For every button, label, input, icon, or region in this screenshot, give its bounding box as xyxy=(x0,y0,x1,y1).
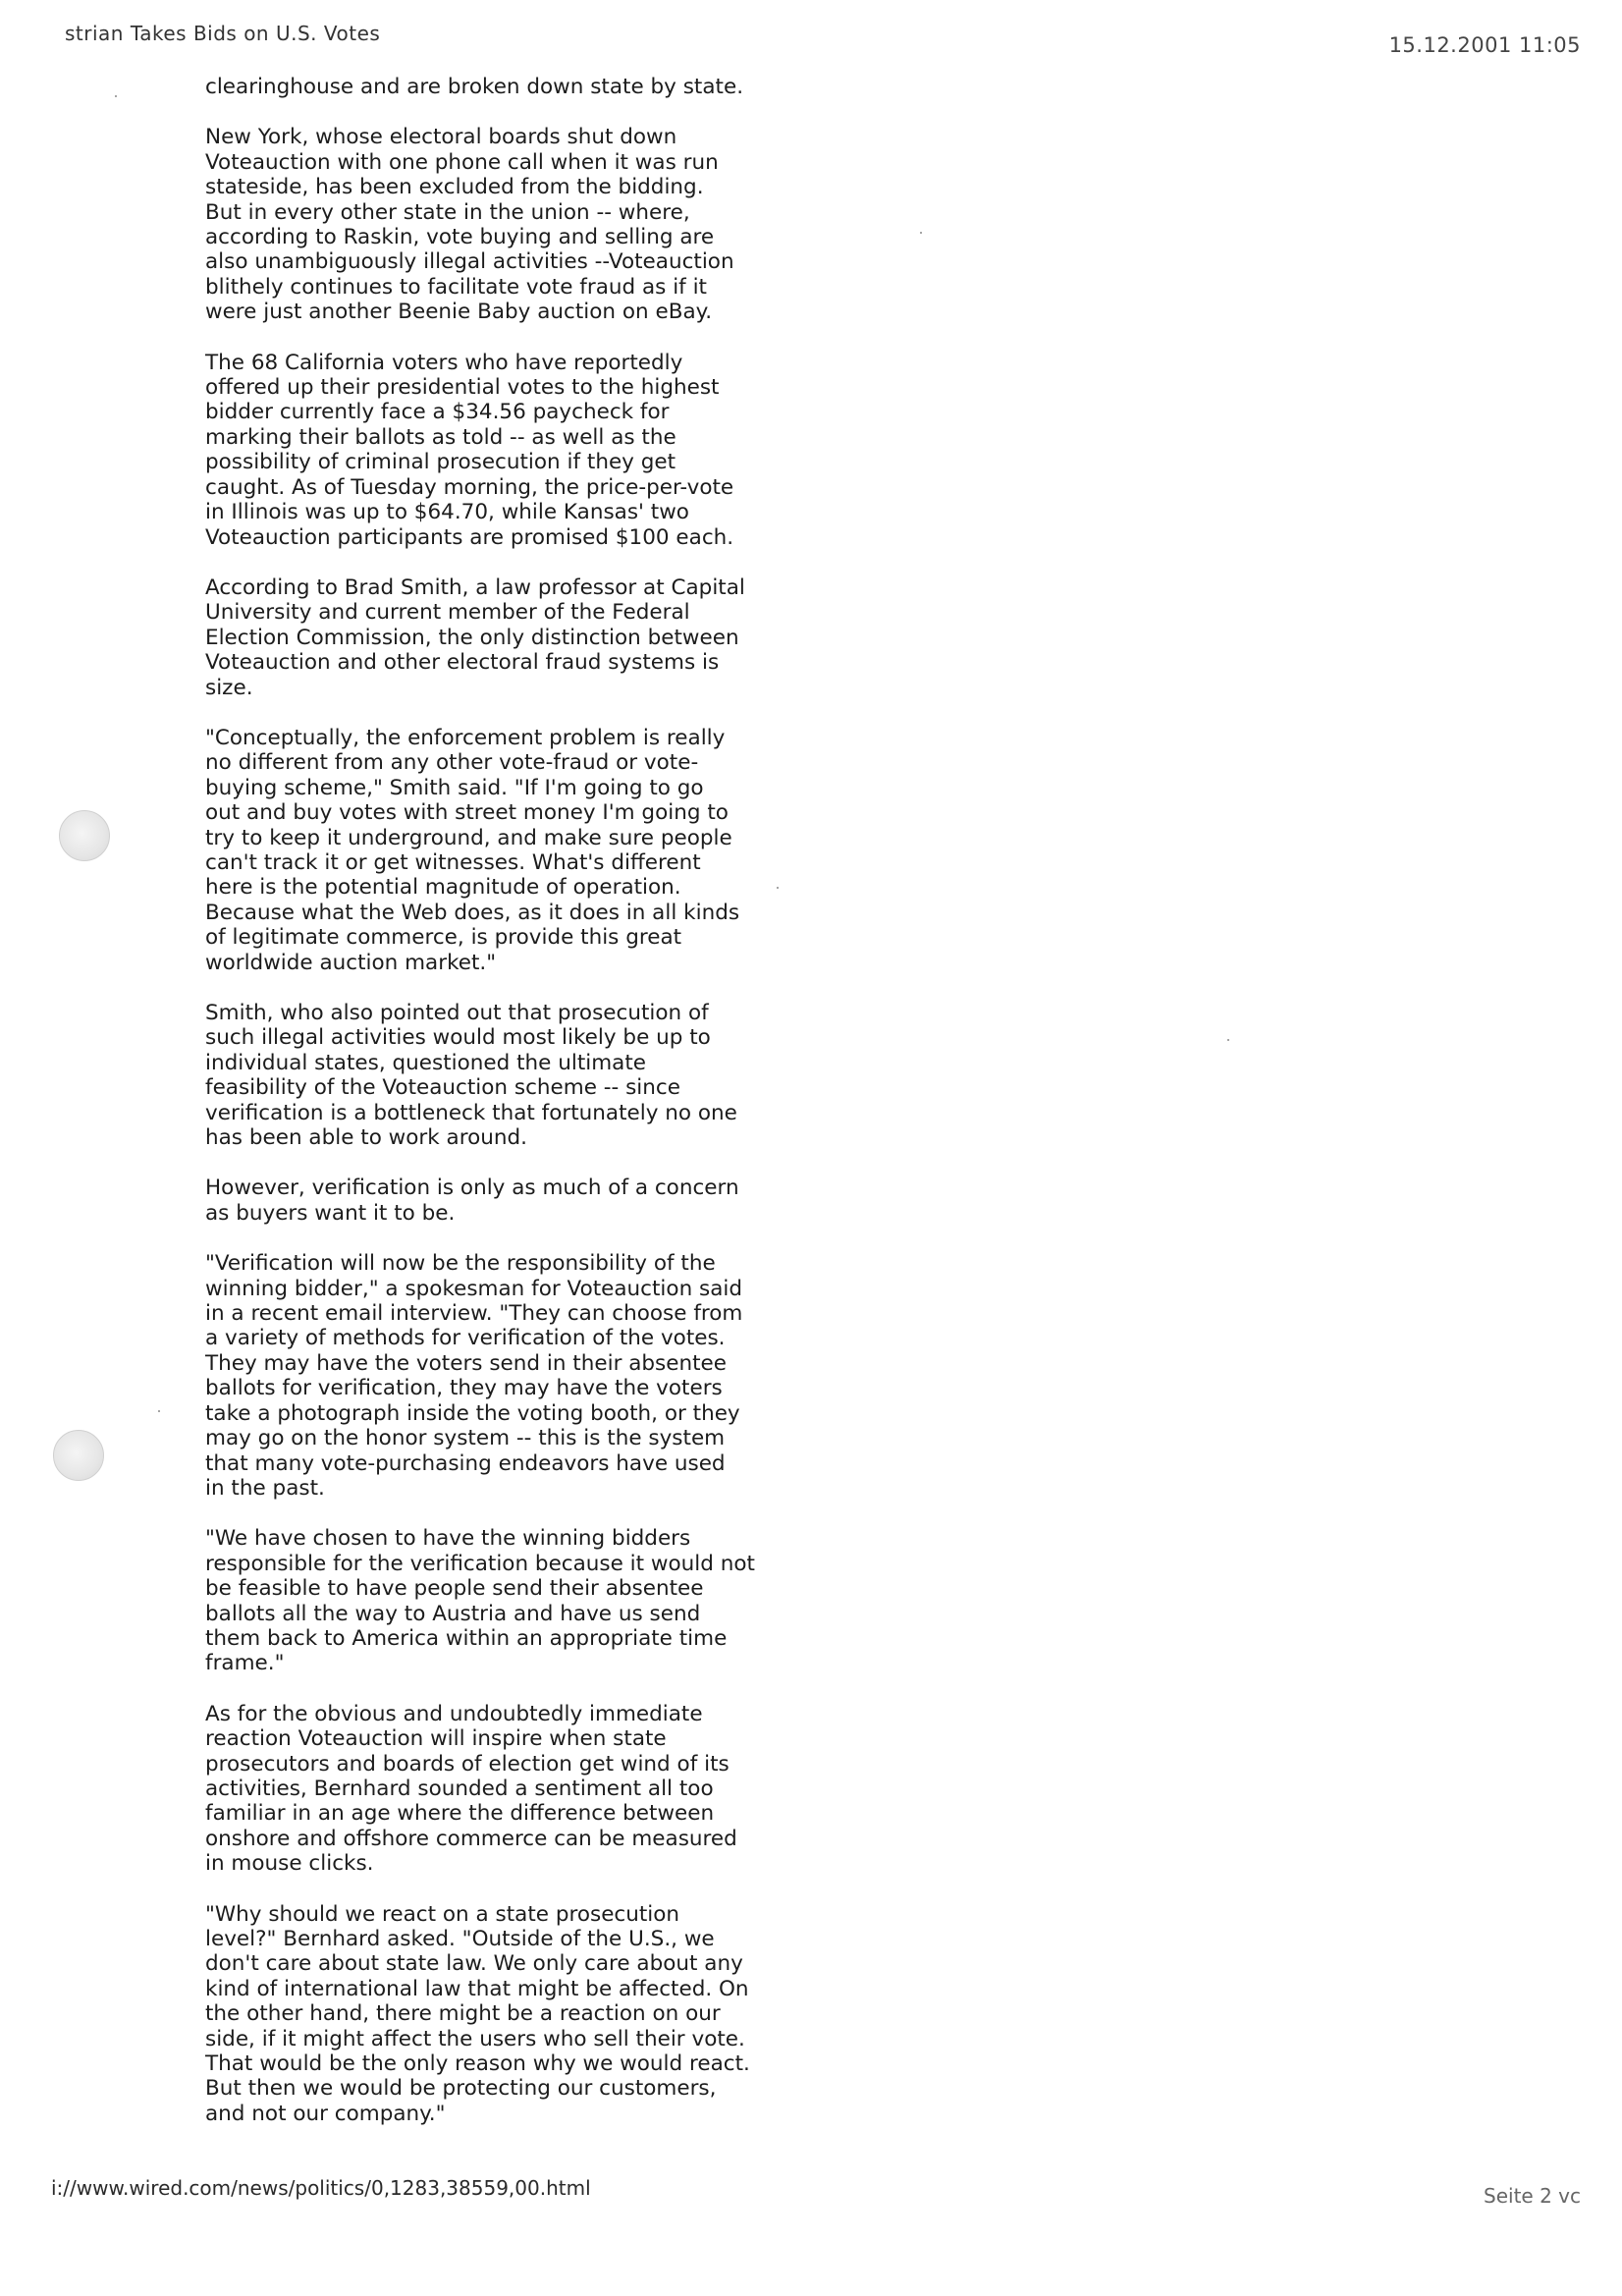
source-url: i://www.wired.com/news/politics/0,1283,38559,00.html xyxy=(51,2176,591,2200)
article-paragraph: "We have chosen to have the winning bidders responsible for the verification because it would not be feasible to have people send their absentee ballots all the way to Austria and have us send them back to America within an appropriate time frame." xyxy=(205,1526,755,1676)
article-body xyxy=(205,75,834,2152)
page-header-title: strian Takes Bids on U.S. Votes xyxy=(65,22,381,45)
article-paragraph: "Why should we react on a state prosecution level?" Bernhard asked. "Outside of the U.S., we don't care about state law. We only care about any kind of international law that might be affected. On the other hand, there might be a reaction on our side, if it might affect the users who sell their vote. That would be the only reason why we would react. But then we would be protecting our customers, and not our company." xyxy=(205,1901,750,2126)
article-paragraph: New York, whose electoral boards shut down Voteauction with one phone call when it was run stateside, has been excluded from the bidding. But in every other state in the union -- where, according to Raskin, vote buying and selling are also unambiguously illegal activities --Voteauction blithely continues to facilitate vote fraud as if it were just another Beenie Baby auction on eBay. xyxy=(205,125,734,325)
scan-speck xyxy=(1227,1039,1229,1041)
article-paragraph: Smith, who also pointed out that prosecution of such illegal activities would most likely be up to individual states, questioned the ultimate feasibility of the Voteauction scheme -- since verification is a bottleneck that fortunately no one has been able to work around. xyxy=(205,1001,737,1151)
page-number: Seite 2 vc xyxy=(1484,2184,1581,2208)
print-timestamp: 15.12.2001 11:05 xyxy=(1388,33,1581,57)
scan-speck xyxy=(115,95,117,97)
article-paragraph: The 68 California voters who have reportedly offered up their presidential votes to the highest bidder currently face a $34.56 paycheck for marking their ballots as told -- as well as the possibility of criminal prosecution if they get caught. As of Tuesday morning, the price-per-vote in Illinois was up to $64.70, while Kansas' two Voteauction participants are promised $100 each. xyxy=(205,350,734,550)
article-paragraph: However, verification is only as much of a concern as buyers want it to be. xyxy=(205,1175,739,1226)
scan-speck xyxy=(158,1410,160,1412)
article-paragraph: "Verification will now be the responsibility of the winning bidder," a spokesman for Voteauction said in a recent email interview. "They can choose from a variety of methods for verification of the votes. They may have the voters send in their absentee ballots for verification, they may have the voters take a photograph inside the voting booth, or they may go on the honor system -- this is the system that many vote-purchasing endeavors have used in the past. xyxy=(205,1251,743,1501)
article-paragraph: According to Brad Smith, a law professor at Capital University and current member of the Federal Election Commission, the only distinction between Voteauction and other electoral fraud systems is size. xyxy=(205,574,745,700)
article-paragraph: "Conceptually, the enforcement problem is really no different from any other vote-fraud or vote- buying scheme," Smith said. "If I'm going to go out and buy votes with street money I'm going to try to keep it underground, and make sure people can't track it or get witnesses. What's different here is the potential magnitude of operation. Because what the Web does, as it does in all kinds of legitimate commerce, is provide this great worldwide auction market." xyxy=(205,725,740,975)
punch-hole-upper xyxy=(59,810,110,861)
punch-hole-lower xyxy=(53,1430,104,1481)
scan-speck xyxy=(920,232,922,234)
article-paragraph: clearinghouse and are broken down state by state. xyxy=(205,75,744,99)
article-paragraph: As for the obvious and undoubtedly immediate reaction Voteauction will inspire when state prosecutors and boards of election get wind of its activities, Bernhard sounded a sentiment all too familiar in an age where the difference between onshore and offshore commerce can be measured in mouse clicks. xyxy=(205,1701,737,1877)
